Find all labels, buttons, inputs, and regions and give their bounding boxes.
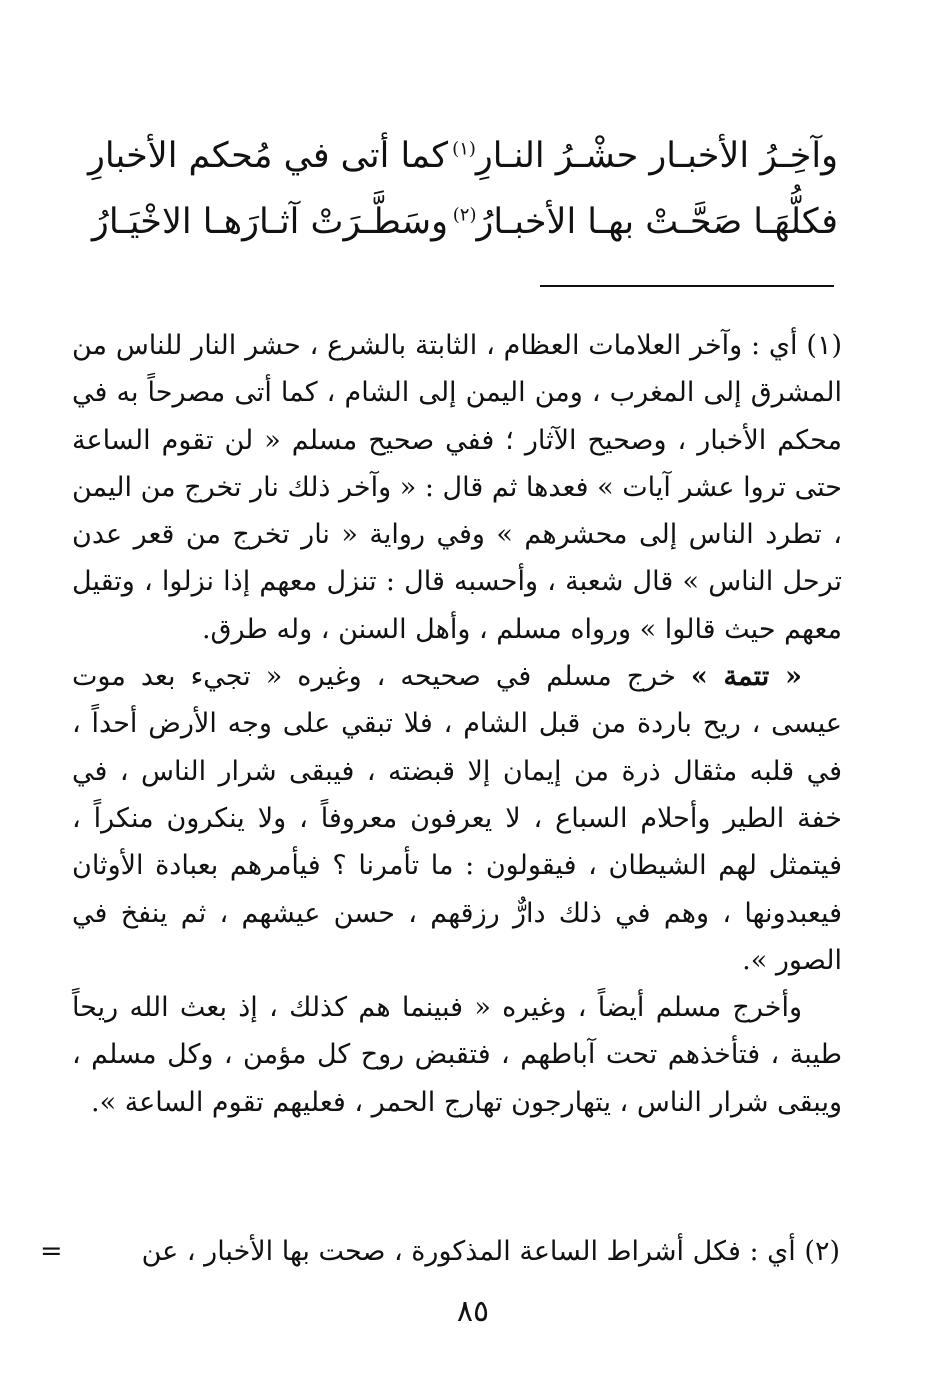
footnote-ref-2: (٢): [452, 204, 477, 226]
verse-2-first-hemistich: [453, 194, 838, 250]
tatimma-label: « تتمة »: [690, 661, 802, 693]
footnotes-block: [72, 322, 842, 1126]
footnote-1-marker: (١): [806, 330, 842, 361]
hadith-paragraph: [72, 984, 842, 1126]
footnote-separator: [540, 285, 834, 287]
verse-line-1: [87, 128, 838, 184]
tatimma-paragraph: [72, 653, 842, 984]
footnote-1: [72, 322, 842, 653]
verse-2-second-hemistich: وسَطَّـرَتْ آثـارَهـا الاخْيَـارُ: [91, 202, 448, 242]
hadith-paragraph-text: وأخرج مسلم أيضاً ، وغيره « فبينما هم كذلك ، إذ بعث الله ريحاً طيبة ، فتأخذهم تحت آباطهم ، فتقبض روح كل مؤمن ، وكل مسلم ، ويبقى شرار الناس ، يتهارجون تهارج الحمر ، فعليهم تقوم الساعة ».: [72, 992, 842, 1118]
footnote-2-text: أي : فكل أشراط الساعة المذكورة ، صحت بها الأخبار ، عن: [141, 1236, 796, 1267]
verse-line-2: [91, 194, 838, 250]
footnote-1-text: أي : وآخر العلامات العظام ، الثابتة بالشرع ، حشر النار للناس من المشرق إلى المغرب ، ومن اليمن إلى الشام ، كما أتى مصرحاً به في محكم الأخبار ، وصحيح الآثار ؛ ففي صحيح مسلم « لن تقوم الساعة حتى تروا عشر آيات » فعدها ثم قال : « وآخر ذلك نار تخرج من اليمن ، تطرد الناس إلى محشرهم » وفي رواية « نار تخرج من قعر عدن ترحل الناس » قال شعبة ، وأحسبه قال : تنزل معهم إذا نزلوا ، وتقيل معهم حيث قالوا » ورواه مسلم ، وأهل السنن ، وله طرق.: [72, 330, 842, 645]
verse-1-first-text: وآخِـرُ الأخبـار حشْـرُ النـارِ: [475, 136, 838, 176]
continuation-mark: =: [40, 1236, 63, 1267]
footnote-2-marker: (٢): [804, 1236, 840, 1267]
verse-2-first-text: فكلُّهَـا صَحَّـتْ بهـا الأخبـارُ: [476, 202, 838, 242]
verse-1-first-hemistich: [452, 128, 838, 184]
tatimma-text: خرج مسلم في صحيحه ، وغيره « تجيء بعد موت عيسى ، ريح باردة من قبل الشام ، فلا تبقي على وجه الأرض أحداً ، في قلبه مثقال ذرة من إيمان إلا قبضته ، فيبقى شرار الناس ، في خفة الطير وأحلام السباع ، لا يعرفون معروفاً ، ولا ينكرون منكراً ، فيتمثل لهم الشيطان ، فيقولون : ما تأمرنا ؟ فيأمرهم بعبادة الأوثان فيعبدونها ، وهم في ذلك دارٌّ رزقهم ، حسن عيشهم ، ثم ينفخ في الصور ».: [72, 661, 842, 976]
footnote-2: [40, 1228, 840, 1275]
verse-1-second-hemistich: كما أتى في مُحكم الأخبارِ: [87, 136, 448, 176]
page-number: ٨٥: [456, 1294, 490, 1329]
footnote-ref-1: (١): [452, 138, 476, 160]
